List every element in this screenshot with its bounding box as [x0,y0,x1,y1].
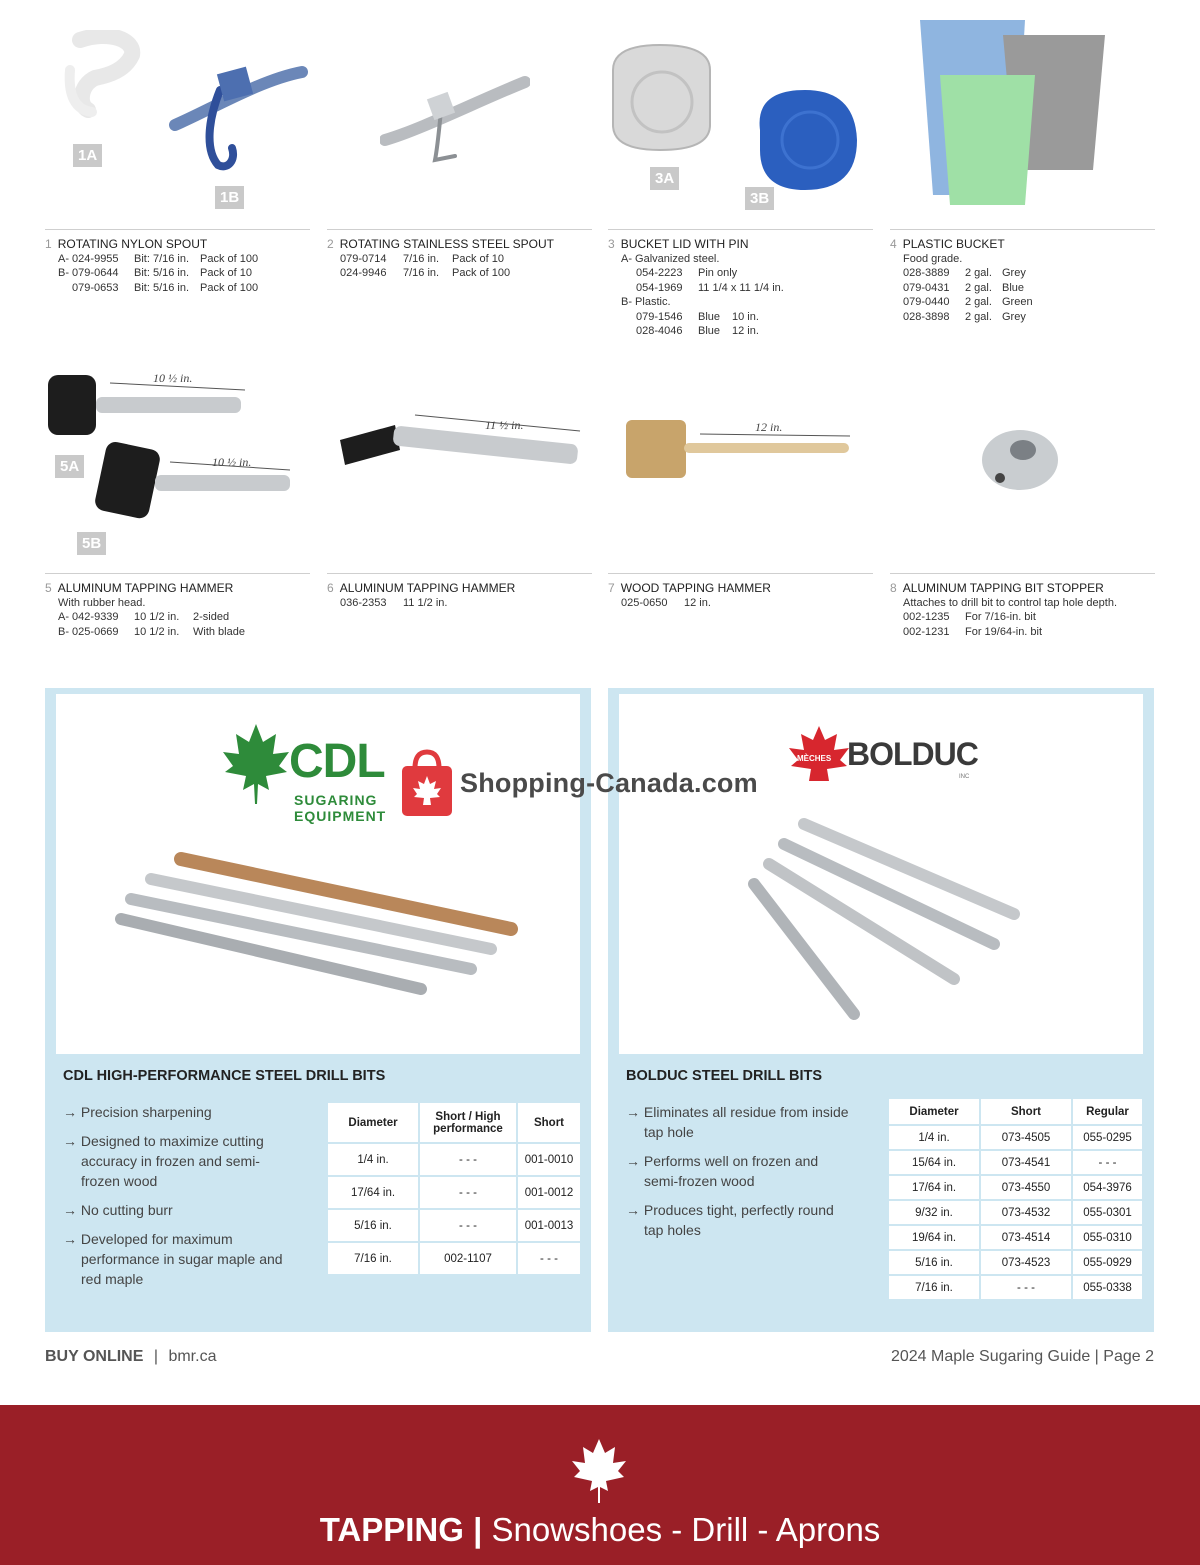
product-block-3: 3 BUCKET LID WITH PIN A- Galvanized steel. 054-2223 Pin only 054-1969 11 1/4 x 11 1/4 in. B- Plastic. 079-1546 Blue 10 in. 028-4046 Blue 12 in. [608,229,873,339]
bucket-lid-illustration [605,40,865,215]
bullet-item: → Developed for maximum performance in sugar maple and red maple [63,1231,283,1287]
product-image-7 [620,410,860,490]
cdl-spec-table [328,1103,580,1276]
stainless-spout-illustration [380,60,530,170]
dimension-label-6: 11 ½ in. [485,418,524,432]
watermark-text: Shopping-Canada.com [460,767,758,798]
product-title: ALUMINUM TAPPING HAMMER [57,581,234,595]
bolduc-logo-inc: INC [959,774,970,780]
table-header: Short / High performance [419,1103,517,1143]
table-header: Diameter [328,1103,419,1143]
product-title: WOOD TAPPING HAMMER [620,581,771,595]
table-row: 5/16 in. - - - 001-0013 [328,1209,580,1242]
bolduc-bullets [626,1102,851,1249]
footer-left [45,1348,216,1366]
maple-leaf-icon [221,724,291,804]
product-block-1: 1 ROTATING NYLON SPOUT A- 024-9955 Bit: 7/16 in. Pack of 100 B- 079-0644 Bit: 5/16 in. Pack of 10 079-0653 Bit: 5/16 in. Pack of 100 [45,229,310,295]
table-header: Short [980,1099,1072,1125]
cdl-logo-sub2: EQUIPMENT [294,808,387,824]
bolduc-logo-small: MÈCHES [797,754,832,763]
table-row: 1/4 in. - - - 001-0010 [328,1143,580,1176]
table-header: Short [517,1103,580,1143]
product-block-6: 6 ALUMINUM TAPPING HAMMER 036-2353 11 1/2 in. [327,573,592,610]
table-row: 7/16 in. - - - 055-0338 [889,1275,1142,1300]
product-image-1 [40,30,310,210]
product-image-3 [605,40,865,215]
plastic-bucket-illustration [915,15,1115,210]
bit-stopper-illustration [975,420,1065,495]
table-row: 9/32 in. 073-4532 055-0301 [889,1200,1142,1225]
shopping-bag-icon [400,748,454,818]
dimension-label-5a: 10 ½ in. [153,371,193,385]
table-row: 17/64 in. - - - 001-0012 [328,1176,580,1209]
table-header: Regular [1072,1099,1142,1125]
product-title: ALUMINUM TAPPING HAMMER [339,581,516,595]
wood-hammer-illustration [620,410,860,490]
section-banner [0,1405,1200,1565]
cdl-logo-sub1: SUGARING [294,792,378,808]
product-block-4: 4 PLASTIC BUCKET Food grade. 028-3889 2 gal. Grey 079-0431 2 gal. Blue 079-0440 2 gal. Green 028-3898 2 gal. Grey [890,229,1155,324]
table-row: 19/64 in. 073-4514 055-0310 [889,1225,1142,1250]
product-title: ROTATING STAINLESS STEEL SPOUT [339,237,554,251]
tag-3b: 3B [745,187,774,210]
product-image-8 [975,420,1065,495]
drill-bits-illustration [744,814,1044,1034]
banner-rest: Snowshoes - Drill - Aprons [482,1511,881,1548]
table-row: 17/64 in. 073-4550 054-3976 [889,1175,1142,1200]
tag-5b: 5B [77,532,106,555]
banner-title [0,1511,1200,1549]
product-image-2 [380,60,530,170]
spout-illustration [40,30,310,210]
dimension-label-7: 12 in. [755,420,783,434]
product-image-4 [915,15,1115,210]
product-block-5: 5 ALUMINUM TAPPING HAMMER With rubber head. A- 042-9339 10 1/2 in. 2-sided B- 025-0669 10 1/2 in. With blade [45,573,310,639]
drill-bits-illustration [111,849,531,999]
table-row: 7/16 in. 002-1107 - - - [328,1242,580,1275]
product-image-5 [40,365,300,555]
maple-leaf-icon [570,1439,628,1503]
product-title: BUCKET LID WITH PIN [620,237,749,251]
table-header: Diameter [889,1099,980,1125]
product-block-7: 7 WOOD TAPPING HAMMER 025-0650 12 in. [608,573,873,610]
product-block-2: 2 ROTATING STAINLESS STEEL SPOUT 079-0714 7/16 in. Pack of 10 024-9946 7/16 in. Pack of 100 [327,229,592,281]
cdl-bullets [63,1102,293,1298]
footer-right: 2024 Maple Sugaring Guide | Page 2 [890,1348,1154,1365]
cdl-logo-text: CDL [289,735,385,788]
tag-3a: 3A [650,167,679,190]
tag-1a: 1A [73,144,102,167]
buy-online-label: BUY ONLINE [45,1348,144,1365]
product-title: ROTATING NYLON SPOUT [57,237,208,251]
product-block-8: 8 ALUMINUM TAPPING BIT STOPPER Attaches to drill bit to control tap hole depth. 002-1235 For 7/16-in. bit 002-1231 For 19/64-in. bit [890,573,1155,639]
bullet-item: → Eliminates all residue from inside tap hole [626,1104,849,1140]
dimension-label-5b: 10 ½ in. [212,455,252,469]
cdl-title: CDL HIGH-PERFORMANCE STEEL DRILL BITS [63,1068,386,1084]
bullet-item: → Produces tight, perfectly round tap holes [626,1202,834,1238]
tag-5a: 5A [55,455,84,478]
table-row: 5/16 in. 073-4523 055-0929 [889,1250,1142,1275]
bolduc-spec-table [889,1099,1142,1301]
bullet-item: → Precision sharpening [63,1104,212,1120]
product-image-6 [335,405,585,485]
aluminum-hammer-6-illustration [335,405,585,485]
bullet-item: → No cutting burr [63,1202,173,1218]
banner-bold: TAPPING | [319,1511,483,1548]
product-title: ALUMINUM TAPPING BIT STOPPER [902,581,1104,595]
table-row: 1/4 in. 073-4505 055-0295 [889,1125,1142,1150]
bullet-item: → Performs well on frozen and semi-frozen wood [626,1153,819,1189]
bolduc-logo-text: BOLDUC [847,736,978,772]
tag-1b: 1B [215,186,244,209]
product-title: PLASTIC BUCKET [902,237,1005,251]
site-link[interactable]: bmr.ca [168,1348,217,1365]
bolduc-title: BOLDUC STEEL DRILL BITS [626,1068,823,1084]
table-row: 15/64 in. 073-4541 - - - [889,1150,1142,1175]
watermark [400,748,758,818]
bullet-item: → Designed to maximize cutting accuracy in frozen and semi-frozen wood [63,1133,264,1189]
footer-separator: | [153,1348,158,1365]
